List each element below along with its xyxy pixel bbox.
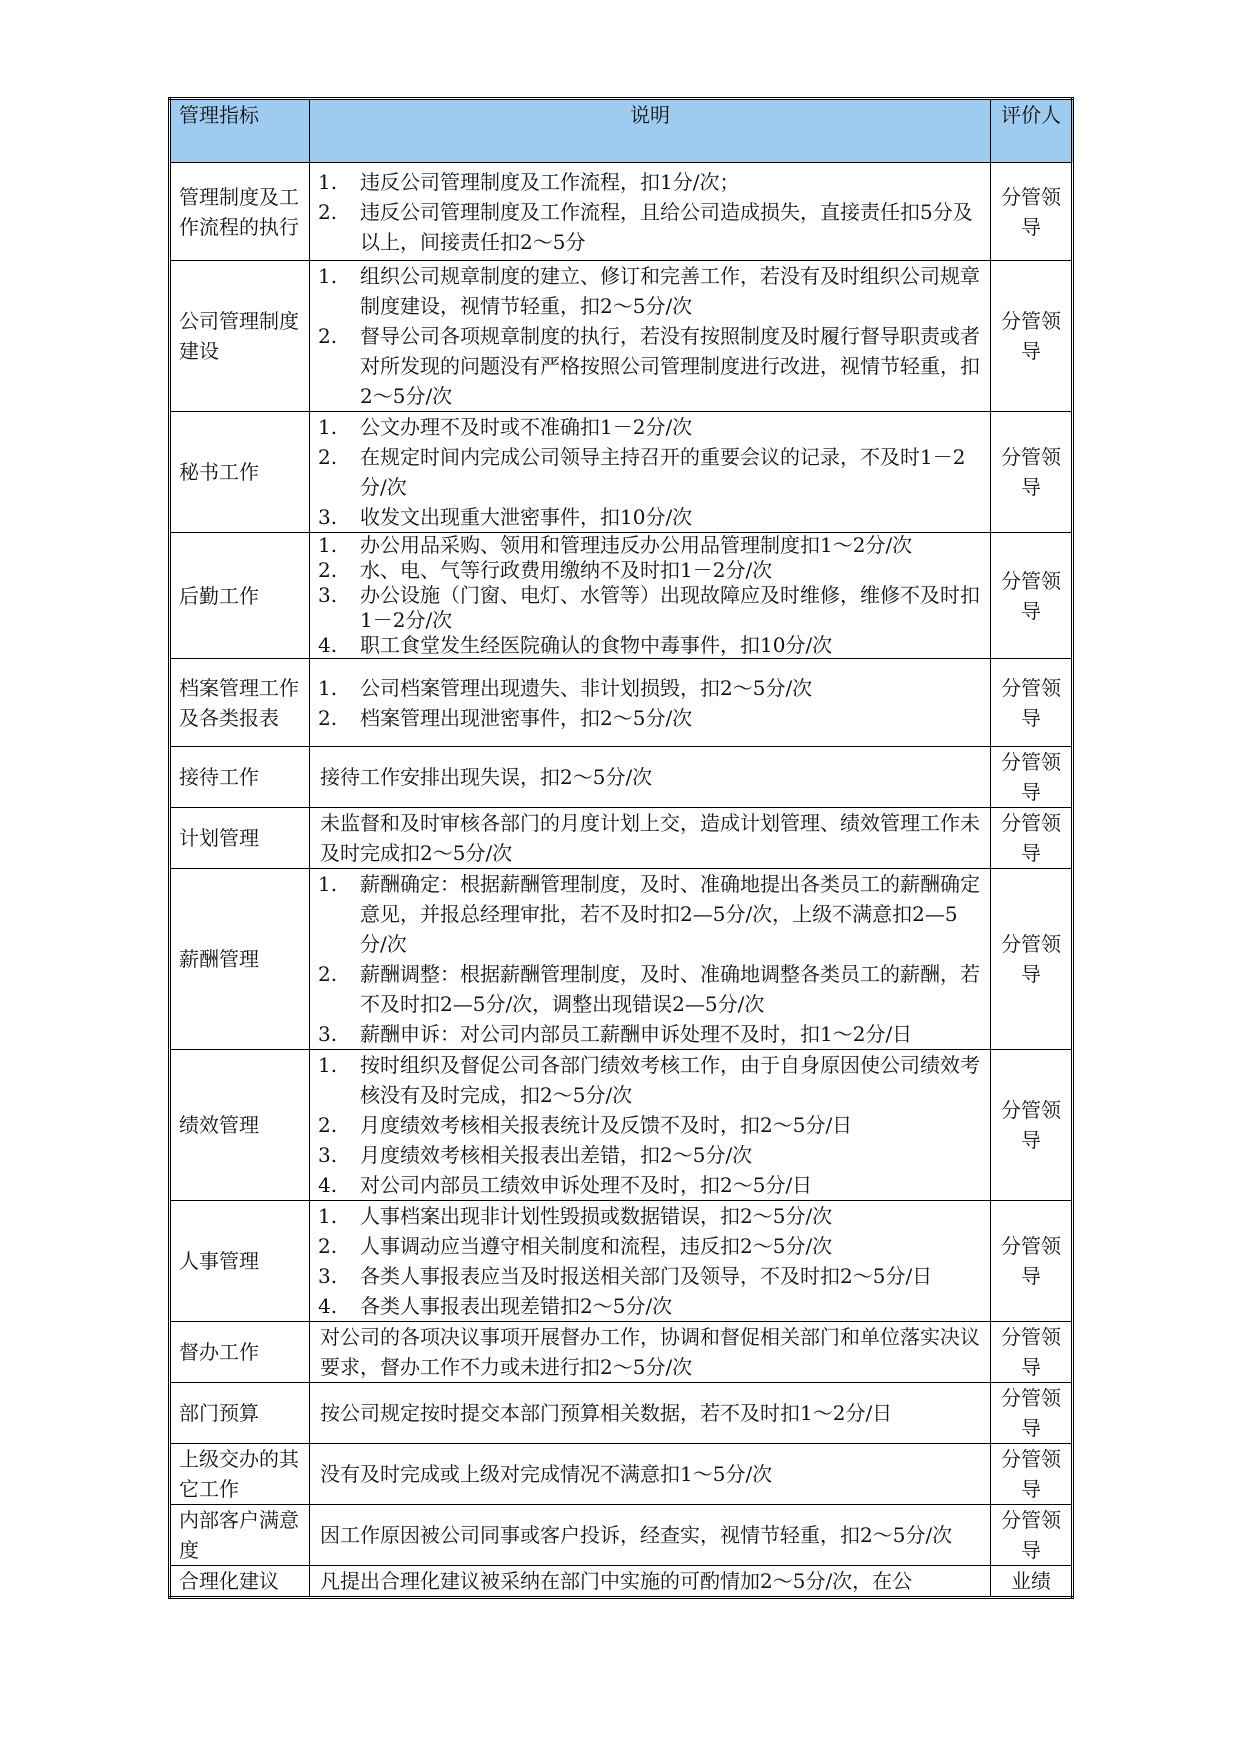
list-text: 水、电、气等行政费用缴纳不及时扣1－2分/次 xyxy=(360,558,773,582)
indicator-cell: 合理化建议 xyxy=(170,1566,310,1598)
description-cell xyxy=(310,412,991,533)
table-row xyxy=(170,1566,1073,1598)
table-row xyxy=(170,261,1073,412)
description-list xyxy=(318,1050,982,1200)
list-item xyxy=(318,442,982,502)
table-header-row xyxy=(170,99,1073,163)
list-text: 按时组织及督促公司各部门绩效考核工作，由于自身原因使公司绩效考核没有及时完成，扣2～5分/次 xyxy=(360,1053,980,1107)
list-number: 2. xyxy=(318,1234,338,1258)
evaluator-cell: 分管领导 xyxy=(991,163,1073,261)
description-list xyxy=(318,1201,982,1321)
indicator-cell: 秘书工作 xyxy=(170,412,310,533)
description-cell xyxy=(310,1201,991,1322)
description-list xyxy=(318,533,982,658)
list-item xyxy=(318,703,982,733)
list-number: 1. xyxy=(318,169,338,194)
list-text: 督导公司各项规章制度的执行，若没有按照制度及时履行督导职责或者对所发现的问题没有严格按照公司管理制度进行改进，视情节轻重，扣2～5分/次 xyxy=(360,324,980,408)
list-number: 3. xyxy=(318,505,338,529)
description-text: 接待工作安排出现失误，扣2～5分/次 xyxy=(320,765,653,789)
header-description: 说明 xyxy=(310,99,991,163)
list-item xyxy=(318,1019,982,1049)
description-text: 没有及时完成或上级对完成情况不满意扣1～5分/次 xyxy=(320,1462,773,1486)
list-text: 各类人事报表出现差错扣2～5分/次 xyxy=(360,1294,673,1318)
table-row xyxy=(170,1505,1073,1566)
list-text: 档案管理出现泄密事件，扣2～5分/次 xyxy=(360,705,693,730)
list-item xyxy=(318,261,982,321)
list-item xyxy=(318,1231,982,1261)
evaluator-cell: 分管领导 xyxy=(991,747,1073,808)
evaluator-cell: 分管领导 xyxy=(991,1505,1073,1566)
description-list xyxy=(318,869,982,1049)
table-row xyxy=(170,1322,1073,1383)
description-cell xyxy=(310,1383,991,1444)
indicator-cell: 公司管理制度建设 xyxy=(170,261,310,412)
list-item xyxy=(318,321,982,411)
table-row xyxy=(170,869,1073,1050)
list-number: 2. xyxy=(318,962,338,986)
description-cell xyxy=(310,1566,991,1598)
description-text: 对公司的各项决议事项开展督办工作，协调和督促相关部门和单位落实决议要求，督办工作不力或未进行扣2～5分/次 xyxy=(320,1325,980,1379)
list-text: 人事档案出现非计划性毁损或数据错误，扣2～5分/次 xyxy=(360,1204,833,1228)
indicator-cell: 档案管理工作及各类报表 xyxy=(170,659,310,747)
indicator-cell: 薪酬管理 xyxy=(170,869,310,1050)
indicator-cell: 接待工作 xyxy=(170,747,310,808)
list-text: 组织公司规章制度的建立、修订和完善工作，若没有及时组织公司规章制度建设，视情节轻重，扣2～5分/次 xyxy=(360,264,980,318)
list-text: 公文办理不及时或不准确扣1－2分/次 xyxy=(360,415,693,439)
table-row xyxy=(170,163,1073,261)
indicator-cell: 后勤工作 xyxy=(170,533,310,659)
list-text: 公司档案管理出现遗失、非计划损毁，扣2～5分/次 xyxy=(360,675,813,700)
list-text: 违反公司管理制度及工作流程，扣1分/次； xyxy=(360,169,740,194)
table-row xyxy=(170,747,1073,808)
list-number: 3. xyxy=(318,1022,338,1046)
list-number: 4. xyxy=(318,633,338,657)
list-item xyxy=(318,412,982,442)
indicator-cell: 内部客户满意度 xyxy=(170,1505,310,1566)
description-cell xyxy=(310,747,991,808)
description-cell xyxy=(310,659,991,747)
description-list xyxy=(318,412,982,532)
list-text: 职工食堂发生经医院确认的食物中毒事件，扣10分/次 xyxy=(360,633,833,657)
list-number: 1. xyxy=(318,872,338,896)
list-item xyxy=(318,1110,982,1140)
list-number: 1. xyxy=(318,533,338,557)
table-row xyxy=(170,1383,1073,1444)
evaluation-table xyxy=(168,97,1074,1599)
list-item xyxy=(318,558,982,583)
list-text: 违反公司管理制度及工作流程，且给公司造成损失，直接责任扣5分及以上，间接责任扣2～5分 xyxy=(360,199,973,254)
list-text: 对公司内部员工绩效申诉处理不及时，扣2～5分/日 xyxy=(360,1173,813,1197)
description-cell xyxy=(310,1444,991,1505)
list-item xyxy=(318,583,982,633)
evaluator-cell: 分管领导 xyxy=(991,412,1073,533)
list-number: 2. xyxy=(318,445,338,469)
evaluator-cell: 分管领导 xyxy=(991,1383,1073,1444)
list-item xyxy=(318,1170,982,1200)
indicator-cell: 上级交办的其它工作 xyxy=(170,1444,310,1505)
list-item xyxy=(318,1201,982,1231)
description-cell xyxy=(310,1505,991,1566)
list-number: 4. xyxy=(318,1294,338,1318)
list-item xyxy=(318,502,982,532)
header-evaluator: 评价人 xyxy=(991,99,1073,163)
description-list xyxy=(318,167,982,257)
table-row xyxy=(170,659,1073,747)
list-number: 4. xyxy=(318,1173,338,1197)
list-text: 办公用品采购、领用和管理违反办公用品管理制度扣1～2分/次 xyxy=(360,533,913,557)
list-item xyxy=(318,1291,982,1321)
header-indicator: 管理指标 xyxy=(170,99,310,163)
list-number: 1. xyxy=(318,264,338,288)
list-number: 2. xyxy=(318,1113,338,1137)
list-item xyxy=(318,1261,982,1291)
list-text: 收发文出现重大泄密事件，扣10分/次 xyxy=(360,505,693,529)
evaluator-cell: 分管领导 xyxy=(991,659,1073,747)
table-row xyxy=(170,1444,1073,1505)
list-number: 3. xyxy=(318,1264,338,1288)
list-number: 2. xyxy=(318,324,338,348)
list-item xyxy=(318,533,982,558)
list-item xyxy=(318,959,982,1019)
list-number: 3. xyxy=(318,583,338,607)
list-text: 在规定时间内完成公司领导主持召开的重要会议的记录，不及时1－2分/次 xyxy=(360,445,966,499)
list-number: 1. xyxy=(318,1053,338,1077)
list-item xyxy=(318,1140,982,1170)
list-item xyxy=(318,633,982,658)
list-item xyxy=(318,167,982,197)
indicator-cell: 督办工作 xyxy=(170,1322,310,1383)
list-text: 薪酬确定：根据薪酬管理制度，及时、准确地提出各类员工的薪酬确定意见，并报总经理审批，若不及时扣2—5分/次，上级不满意扣2—5分/次 xyxy=(360,872,980,956)
indicator-cell: 人事管理 xyxy=(170,1201,310,1322)
list-number: 1. xyxy=(318,675,338,700)
table-row xyxy=(170,412,1073,533)
description-text: 凡提出合理化建议被采纳在部门中实施的可酌情加2～5分/次，在公 xyxy=(320,1569,913,1593)
indicator-cell: 部门预算 xyxy=(170,1383,310,1444)
list-item xyxy=(318,869,982,959)
indicator-cell: 管理制度及工作流程的执行 xyxy=(170,163,310,261)
list-number: 2. xyxy=(318,558,338,582)
list-item xyxy=(318,197,982,257)
table-row xyxy=(170,533,1073,659)
description-text: 未监督和及时审核各部门的月度计划上交，造成计划管理、绩效管理工作未及时完成扣2～5分/次 xyxy=(320,811,980,865)
evaluator-cell: 分管领导 xyxy=(991,1444,1073,1505)
table-row xyxy=(170,808,1073,869)
evaluator-cell: 分管领导 xyxy=(991,261,1073,412)
evaluator-cell: 分管领导 xyxy=(991,533,1073,659)
description-list xyxy=(318,261,982,411)
list-text: 各类人事报表应当及时报送相关部门及领导，不及时扣2～5分/日 xyxy=(360,1264,933,1288)
list-number: 3. xyxy=(318,1143,338,1167)
list-item xyxy=(318,1050,982,1110)
list-text: 月度绩效考核相关报表出差错，扣2～5分/次 xyxy=(360,1143,753,1167)
evaluator-cell: 分管领导 xyxy=(991,808,1073,869)
evaluator-cell: 分管领导 xyxy=(991,1322,1073,1383)
description-cell xyxy=(310,163,991,261)
list-text: 薪酬申诉：对公司内部员工薪酬申诉处理不及时，扣1～2分/日 xyxy=(360,1022,913,1046)
list-number: 1. xyxy=(318,415,338,439)
list-text: 人事调动应当遵守相关制度和流程，违反扣2～5分/次 xyxy=(360,1234,833,1258)
indicator-cell: 计划管理 xyxy=(170,808,310,869)
evaluator-cell: 分管领导 xyxy=(991,1201,1073,1322)
description-cell xyxy=(310,1050,991,1201)
table-row xyxy=(170,1201,1073,1322)
list-text: 薪酬调整：根据薪酬管理制度，及时、准确地调整各类员工的薪酬，若不及时扣2—5分/次，调整出现错误2—5分/次 xyxy=(360,962,980,1016)
description-cell xyxy=(310,869,991,1050)
list-text: 月度绩效考核相关报表统计及反馈不及时，扣2～5分/日 xyxy=(360,1113,853,1137)
list-text: 办公设施（门窗、电灯、水管等）出现故障应及时维修，维修不及时扣1－2分/次 xyxy=(360,583,980,632)
document-page xyxy=(168,97,1074,1599)
table-row xyxy=(170,1050,1073,1201)
description-cell xyxy=(310,533,991,659)
list-number: 2. xyxy=(318,199,338,224)
description-text: 因工作原因被公司同事或客户投诉，经查实，视情节轻重，扣2～5分/次 xyxy=(320,1523,953,1547)
description-cell xyxy=(310,261,991,412)
list-number: 2. xyxy=(318,705,338,730)
indicator-cell: 绩效管理 xyxy=(170,1050,310,1201)
description-text: 按公司规定按时提交本部门预算相关数据，若不及时扣1～2分/日 xyxy=(320,1401,893,1425)
list-item xyxy=(318,673,982,703)
description-list xyxy=(318,673,982,733)
description-cell xyxy=(310,1322,991,1383)
description-cell xyxy=(310,808,991,869)
evaluator-cell: 业绩 xyxy=(991,1566,1073,1598)
evaluator-cell: 分管领导 xyxy=(991,1050,1073,1201)
list-number: 1. xyxy=(318,1204,338,1228)
evaluator-cell: 分管领导 xyxy=(991,869,1073,1050)
